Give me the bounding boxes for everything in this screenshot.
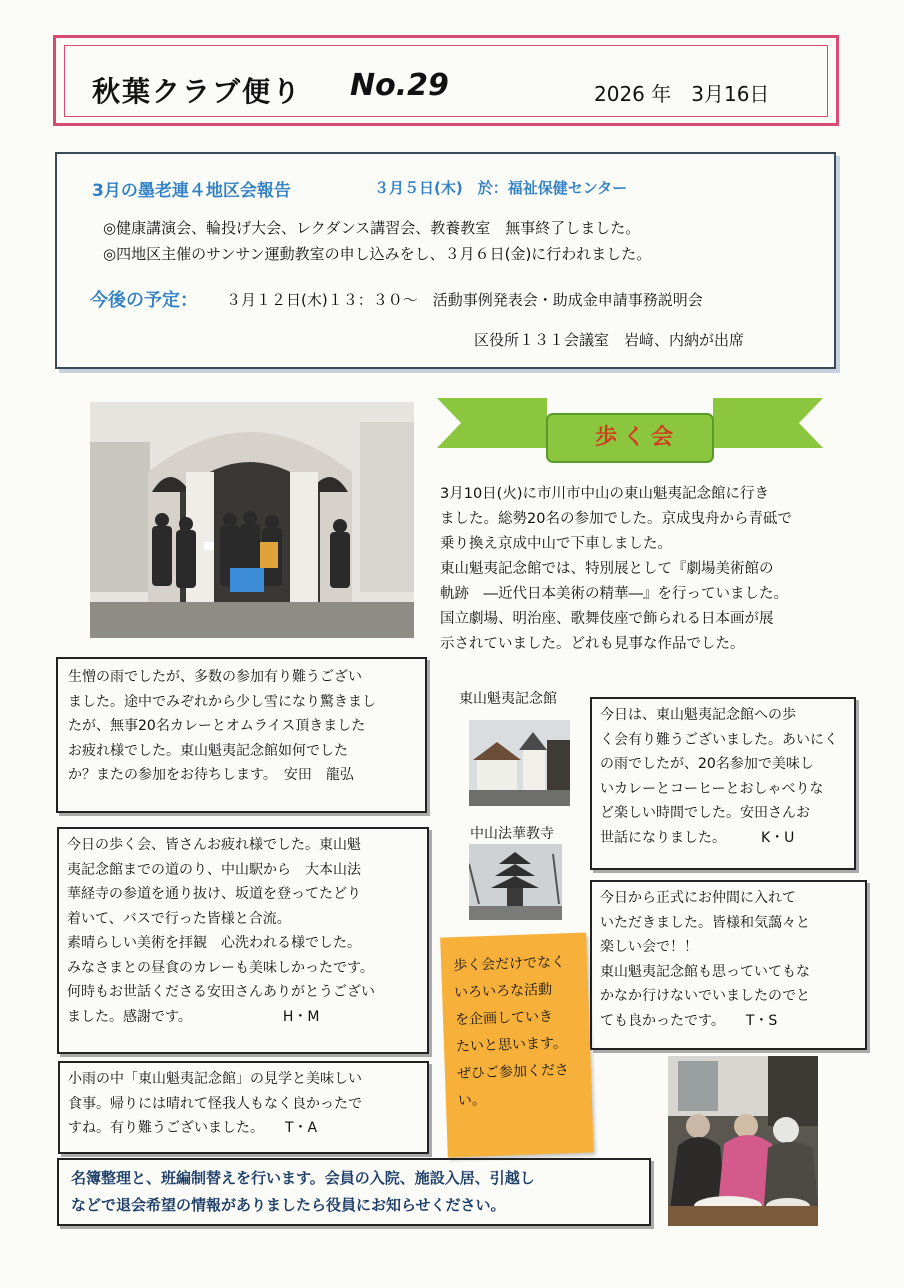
sticky-line: たいと思います。 [455,1035,568,1056]
banner-label: 歩く会 [594,425,679,450]
comment-line: ど楽しい時間でした。安田さんお [600,805,810,821]
comment-line: 今日は、東山魁夷記念館への歩 [600,707,796,723]
membership-notice [57,1158,651,1226]
schedule-label: 今後の予定： [90,290,198,311]
sticky-line: い。 [457,1092,487,1110]
report-heading: 3月の墨老連４地区会報告 [92,181,291,201]
lunch-photo [668,1056,818,1226]
comment-line: 着いて、バスで行った皆様と合流。 [67,910,291,927]
sticky-line: 歩く会だけでなく [452,954,566,975]
comment-line: 素晴らしい美術を拝観 心洗われる様でした。 [67,935,361,951]
comment-line: 楽しい会で！！ [600,939,698,955]
report-date-place: ３月５日(木) 於：福祉保健センター [374,179,628,197]
pagoda-caption: 中山法華教寺 [470,826,554,842]
issue-date: 2026 年 3月16日 [594,82,770,106]
comment-line: 東山魁夷記念館も思っていてもな [600,963,810,980]
comment-line: ても良かったです。 T・S [600,1012,778,1029]
sticky-line: を企画していき [454,1008,554,1029]
schedule-detail: 区役所１３１会議室 岩﨑、内納が出席 [474,331,745,349]
newsletter-title: 秋葉クラブ便り [92,75,303,108]
schedule-detail: ３月１２日(木)１３：３０～ 活動事例発表会・助成金申請事務説明会 [226,291,703,309]
comment-line: かなか行けないでいましたのでと [600,988,810,1004]
museum-photo [469,720,570,806]
comment-line: 今日の歩く会、皆さんお疲れ様でした。東山魁 [67,837,361,853]
comment-ku [590,697,856,870]
notice-line: などで退会希望の情報がありましたら役員にお知らせください。 [71,1196,506,1214]
article-line: ました。総勢20名の参加でした。京成曳舟から青砥で [440,511,792,527]
article-line: 国立劇場、明治座、歌舞伎座で飾られる日本画が展 [440,611,774,627]
comment-hm [57,827,429,1054]
article-line: 乗り換え京成中山で下車しました。 [440,536,672,552]
comment-yasuda [56,657,427,813]
sticky-line: ぜひご参加くださ [456,1062,570,1083]
comment-ta [58,1061,429,1154]
comment-line: く会有り難うございました。あいにく [600,731,838,748]
comment-line: の雨でしたが、20名参加で美味し [600,756,814,772]
comment-line: すね。有り難うございました。 T・A [68,1120,318,1136]
sticky-line: いろいろな活動 [453,981,553,1002]
report-item: ◎四地区主催のサンサン運動教室の申し込みをし、３月６日(金)に行われました。 [103,245,652,263]
comment-line: 小雨の中「東山魁夷記念館」の見学と美味しい [68,1071,362,1087]
comment-line: ました。途中でみぞれから少し雪になり驚きまし [68,693,376,710]
comment-line: みなさまとの昼食のカレーも美味しかったです。 [67,959,374,976]
comment-line: たが、無事20名カレーとオムライス頂きました [68,718,366,734]
museum-caption: 東山魁夷記念館 [459,691,557,707]
comment-line: ました。感謝です。 H・M [67,1008,320,1025]
comment-line: いただきました。皆様和気藹々と [600,914,810,931]
group-photo [90,402,414,638]
comment-line: 生憎の雨でしたが、多数の参加有り難うござい [68,669,362,685]
comment-line: お疲れ様でした。東山魁夷記念館如何でした [68,742,348,759]
walking-club-article [440,482,850,657]
article-line: 示されていました。どれも見事な作品でした。 [440,636,745,652]
comment-line: 華経寺の参道を通り抜け、坂道を登ってたどり [67,886,361,902]
issue-number: No.29 [350,68,449,103]
comment-line: か？またの参加をお待ちします。 安田 龍弘 [68,767,354,783]
comment-line: 世話になりました。 K・U [600,829,795,846]
report-item: ◎健康講演会、輪投げ大会、レクダンス講習会、教養教室 無事終了しました。 [103,219,641,237]
comment-line: いカレーとコーヒーとおしゃべりな [600,780,824,797]
article-line: 3月10日(火)に市川市中山の東山魁夷記念館に行き [440,486,769,502]
pagoda-photo [469,844,562,920]
comment-line: 今日から正式にお仲間に入れて [600,890,796,906]
sticky-note [440,933,594,1158]
article-line: 軌跡 ―近代日本美術の精華―』を行っていました。 [440,586,788,602]
notice-line: 名簿整理と、班編制替えを行います。会員の入院、施設入居、引越し [71,1169,535,1187]
comment-ts [590,880,867,1050]
comment-line: 夷記念館までの道のり、中山駅から 大本山法 [67,861,361,878]
comment-line: 食事。帰りには晴れて怪我人もなく良かったで [68,1095,362,1112]
comment-line: 何時もお世話くださる安田さんありがとうござい [67,984,375,1000]
article-line: 東山魁夷記念館では、特別展として『劇場美術館の [440,561,774,577]
